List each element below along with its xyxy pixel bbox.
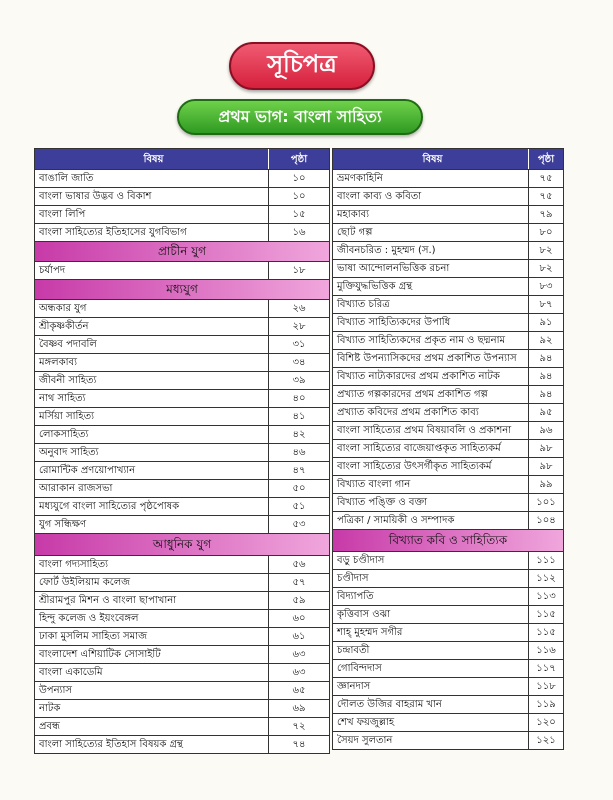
table-row xyxy=(34,318,330,336)
table-row xyxy=(34,224,330,242)
row-subject: মর্সিয়া সাহিত্য xyxy=(35,408,269,425)
row-page: ৯৮ xyxy=(539,461,553,472)
row-subject: অনুবাদ সাহিত্য xyxy=(35,444,269,461)
era-heading-poets: বিখ্যাত কবি ও সাহিত্যিক xyxy=(332,530,564,552)
left-table xyxy=(34,148,330,754)
table-row xyxy=(332,368,564,386)
left-modern-group xyxy=(34,556,330,754)
row-page: ৮৩ xyxy=(539,281,553,292)
row-page: ৯৯ xyxy=(539,479,553,490)
table-row xyxy=(332,570,564,588)
row-subject: বিদ্যাপতি xyxy=(333,588,529,605)
table-row xyxy=(332,512,564,530)
row-subject: জীবনী সাহিত্য xyxy=(35,372,269,389)
row-subject: বিশিষ্ট উপন্যাসিকদের প্রথম প্রকাশিত উপন্যাস xyxy=(333,350,529,367)
row-page: ৯২ xyxy=(539,335,553,346)
row-page: ১২০ xyxy=(536,717,556,728)
row-page: ৫৬ xyxy=(292,559,306,570)
table-row xyxy=(332,440,564,458)
row-page: ৪০ xyxy=(292,393,306,404)
row-page: ১০ xyxy=(292,191,306,202)
row-page: ৬৫ xyxy=(292,685,306,696)
table-row xyxy=(34,188,330,206)
row-page: ৫৭ xyxy=(292,577,306,588)
row-page: ১২১ xyxy=(536,735,556,746)
row-page: ১১৮ xyxy=(536,681,556,692)
table-row xyxy=(34,736,330,754)
table-row xyxy=(332,404,564,422)
row-subject: বাংলা গদ্যসাহিত্য xyxy=(35,556,269,573)
row-subject: ঢাকা মুসলিম সাহিত্য সমাজ xyxy=(35,628,269,645)
row-subject: শেখ ফয়জুল্লাহ xyxy=(333,714,529,731)
table-row xyxy=(332,296,564,314)
row-page: ৫৩ xyxy=(292,519,306,530)
row-subject: শাহ্ মুহম্মদ সগীর xyxy=(333,624,529,641)
table-row xyxy=(332,350,564,368)
row-subject: নাথ সাহিত্য xyxy=(35,390,269,407)
row-subject: বাংলা কাব্য ও কবিতা xyxy=(333,188,529,205)
row-page: ৭৫ xyxy=(539,173,553,184)
row-page: ৯৬ xyxy=(539,425,553,436)
era-heading-modern: আধুনিক যুগ xyxy=(34,534,330,556)
row-subject: বাঙালি জাতি xyxy=(35,170,269,187)
row-page: ২৬ xyxy=(292,303,306,314)
right-header-row xyxy=(332,148,564,170)
row-subject: যুগ সন্ধিক্ষণ xyxy=(35,516,269,533)
table-row xyxy=(332,642,564,660)
row-subject: মুক্তিযুদ্ধভিত্তিক গ্রন্থ xyxy=(333,278,529,295)
row-subject: শ্রীরামপুর মিশন ও বাংলা ছাপাখানা xyxy=(35,592,269,609)
table-row xyxy=(332,260,564,278)
row-subject: দৌলত উজির বাহরাম খান xyxy=(333,696,529,713)
row-page: ৬৩ xyxy=(292,649,306,660)
table-row xyxy=(34,206,330,224)
table-row xyxy=(332,170,564,188)
left-medieval-group xyxy=(34,300,330,534)
row-subject: মহাকাব্য xyxy=(333,206,529,223)
row-page: ৯৪ xyxy=(539,353,553,364)
left-ancient-group xyxy=(34,262,330,280)
table-row xyxy=(34,336,330,354)
row-subject: হিন্দু কলেজ ও ইয়ংবেঙ্গল xyxy=(35,610,269,627)
row-subject: বিখ্যাত নাট্যকারদের প্রথম প্রকাশিত নাটক xyxy=(333,368,529,385)
row-subject: বাংলা সাহিত্যের বাজেয়াপ্তকৃত সাহিত্যকর্ম xyxy=(333,440,529,457)
row-page: ৮৭ xyxy=(539,299,553,310)
row-subject: নাটক xyxy=(35,700,269,717)
table-row xyxy=(34,574,330,592)
row-subject: মধ্যযুগে বাংলা সাহিত্যের পৃষ্ঠপোষক xyxy=(35,498,269,515)
row-page: ১৬ xyxy=(292,227,306,238)
table-row xyxy=(332,606,564,624)
table-row xyxy=(332,552,564,570)
row-subject: বাংলা সাহিত্যের উৎসর্গীকৃত সাহিত্যকর্ম xyxy=(333,458,529,475)
row-subject: বাংলা লিপি xyxy=(35,206,269,223)
row-subject: শ্রীকৃষ্ণকীর্তন xyxy=(35,318,269,335)
row-subject: জ্ঞানদাস xyxy=(333,678,529,695)
row-page: ৯৪ xyxy=(539,371,553,382)
section-subtitle: প্রথম ভাগ: বাংলা সাহিত্য xyxy=(177,99,423,135)
row-subject: চণ্ডীদাস xyxy=(333,570,529,587)
row-page: ৮২ xyxy=(539,245,553,256)
table-row xyxy=(332,188,564,206)
row-subject: বিখ্যাত বাংলা গান xyxy=(333,476,529,493)
row-page: ৮০ xyxy=(539,227,553,238)
row-subject: বৈষ্ণব পদাবলি xyxy=(35,336,269,353)
table-row xyxy=(34,718,330,736)
table-row xyxy=(332,422,564,440)
row-page: ৪১ xyxy=(292,411,306,422)
row-page: ৪২ xyxy=(292,429,306,440)
table-row xyxy=(332,714,564,732)
row-subject: বাংলা সাহিত্যের ইতিহাস বিষয়ক গ্রন্থ xyxy=(35,736,269,753)
row-page: ১১২ xyxy=(536,573,556,584)
header-subject: বিষয় xyxy=(35,149,269,169)
table-row xyxy=(34,262,330,280)
row-subject: কৃত্তিবাস ওঝা xyxy=(333,606,529,623)
row-subject: পত্রিকা / সাময়িকী ও সম্পাদক xyxy=(333,512,529,529)
row-page: ১০ xyxy=(292,173,306,184)
row-page: ৬৩ xyxy=(292,667,306,678)
table-row xyxy=(332,588,564,606)
row-page: ৭২ xyxy=(292,721,306,732)
table-row xyxy=(332,476,564,494)
table-row xyxy=(332,678,564,696)
table-row xyxy=(34,372,330,390)
table-row xyxy=(34,408,330,426)
row-subject: মঙ্গলকাব্য xyxy=(35,354,269,371)
table-row xyxy=(332,224,564,242)
row-page: ৪৭ xyxy=(292,465,306,476)
table-row xyxy=(34,682,330,700)
header-subject: বিষয় xyxy=(333,149,529,169)
table-row xyxy=(332,314,564,332)
row-page: ৬৯ xyxy=(292,703,306,714)
row-subject: বিখ্যাত চরিত্র xyxy=(333,296,529,313)
row-page: ৩১ xyxy=(292,339,306,350)
row-page: ৫৯ xyxy=(292,595,306,606)
row-subject: উপন্যাস xyxy=(35,682,269,699)
table-row xyxy=(34,700,330,718)
left-top-group xyxy=(34,170,330,242)
row-subject: প্রখ্যাত গল্পকারদের প্রথম প্রকাশিত গল্প xyxy=(333,386,529,403)
row-subject: প্রখ্যাত কবিদের প্রথম প্রকাশিত কাব্য xyxy=(333,404,529,421)
table-row xyxy=(332,660,564,678)
row-page: ১১৬ xyxy=(536,645,556,656)
row-page: ৯৫ xyxy=(539,407,553,418)
row-subject: চর্যাপদ xyxy=(35,262,269,279)
page-title: সূচিপত্র xyxy=(229,42,375,90)
row-subject: ফোর্ট উইলিয়াম কলেজ xyxy=(35,574,269,591)
row-page: ১১৭ xyxy=(536,663,556,674)
row-subject: জীবনচরিত : মুহম্মদ (স.) xyxy=(333,242,529,259)
row-subject: বিখ্যাত সাহিত্যিকদের উপাধি xyxy=(333,314,529,331)
row-subject: লোকসাহিত্য xyxy=(35,426,269,443)
table-row xyxy=(332,242,564,260)
header-page: পৃষ্ঠা xyxy=(537,154,555,165)
right-poets-group xyxy=(332,552,564,750)
row-page: ২৮ xyxy=(292,321,306,332)
row-page: ৯১ xyxy=(539,317,553,328)
row-subject: ভ্রমণকাহিনি xyxy=(333,170,529,187)
row-subject: বিখ্যাত সাহিত্যিকদের প্রকৃত নাম ও ছদ্মনাম xyxy=(333,332,529,349)
row-subject: ভাষা আন্দোলনভিত্তিক রচনা xyxy=(333,260,529,277)
table-row xyxy=(332,332,564,350)
table-row xyxy=(34,390,330,408)
table-row xyxy=(332,386,564,404)
table-row xyxy=(332,732,564,750)
table-row xyxy=(34,444,330,462)
row-page: ৬১ xyxy=(292,631,306,642)
row-subject: বাংলা সাহিত্যের ইতিহাসের যুগবিভাগ xyxy=(35,224,269,241)
row-page: ১৫ xyxy=(292,209,306,220)
right-table xyxy=(332,148,564,750)
row-page: ৮২ xyxy=(539,263,553,274)
table-row xyxy=(332,696,564,714)
right-rows-group xyxy=(332,170,564,530)
table-row xyxy=(34,646,330,664)
row-page: ১১৯ xyxy=(536,699,556,710)
table-row xyxy=(34,170,330,188)
row-subject: ছোট গল্প xyxy=(333,224,529,241)
table-row xyxy=(34,462,330,480)
row-subject: চন্দ্রাবতী xyxy=(333,642,529,659)
row-page: ৫০ xyxy=(292,483,306,494)
row-page: ৫১ xyxy=(292,501,306,512)
row-subject: বাংলাদেশ এশিয়াটিক সোসাইটি xyxy=(35,646,269,663)
table-row xyxy=(34,498,330,516)
row-subject: প্রবন্ধ xyxy=(35,718,269,735)
table-row xyxy=(332,278,564,296)
row-page: ১১৫ xyxy=(536,627,556,638)
row-page: ৯৮ xyxy=(539,443,553,454)
row-page: ১১১ xyxy=(536,555,556,566)
row-page: ১১৩ xyxy=(536,591,556,602)
row-page: ৩৪ xyxy=(292,357,306,368)
table-row xyxy=(34,628,330,646)
row-subject: গোবিন্দদাস xyxy=(333,660,529,677)
table-row xyxy=(34,480,330,498)
row-subject: বাংলা সাহিত্যের প্রথম বিষয়াবলি ও প্রকাশনা xyxy=(333,422,529,439)
era-heading-medieval: মধ্যযুগ xyxy=(34,280,330,300)
table-row xyxy=(34,664,330,682)
table-row xyxy=(34,426,330,444)
row-subject: বাংলা একাডেমি xyxy=(35,664,269,681)
row-subject: সৈয়দ সুলতান xyxy=(333,732,529,749)
row-subject: বাংলা ভাষার উদ্ভব ও বিকাশ xyxy=(35,188,269,205)
row-page: ৬০ xyxy=(292,613,306,624)
table-row xyxy=(34,592,330,610)
row-subject: বিখ্যাত পঙ্ক্তি ও বক্তা xyxy=(333,494,529,511)
table-row xyxy=(332,624,564,642)
table-row xyxy=(332,206,564,224)
table-row xyxy=(34,516,330,534)
row-subject: বড়ু চণ্ডীদাস xyxy=(333,552,529,569)
table-row xyxy=(34,354,330,372)
row-page: ৭৪ xyxy=(292,739,306,750)
era-heading-ancient: প্রাচীন যুগ xyxy=(34,242,330,262)
header-page: পৃষ্ঠা xyxy=(290,154,308,165)
row-page: ১০৪ xyxy=(536,515,556,526)
row-page: ১১৫ xyxy=(536,609,556,620)
table-row xyxy=(34,300,330,318)
row-page: ৭৯ xyxy=(539,209,553,220)
row-subject: রোমান্টিক প্রণয়োপাখ্যান xyxy=(35,462,269,479)
row-page: ৭৫ xyxy=(539,191,553,202)
row-page: ৯৪ xyxy=(539,389,553,400)
row-page: ১৮ xyxy=(292,265,306,276)
row-subject: আরাকান রাজসভা xyxy=(35,480,269,497)
table-row xyxy=(332,458,564,476)
left-header-row xyxy=(34,148,330,170)
row-page: ১০১ xyxy=(536,497,556,508)
table-row xyxy=(332,494,564,512)
row-page: ৪৬ xyxy=(292,447,306,458)
table-row xyxy=(34,610,330,628)
row-page: ৩৯ xyxy=(292,375,306,386)
row-subject: অন্ধকার যুগ xyxy=(35,300,269,317)
table-row xyxy=(34,556,330,574)
